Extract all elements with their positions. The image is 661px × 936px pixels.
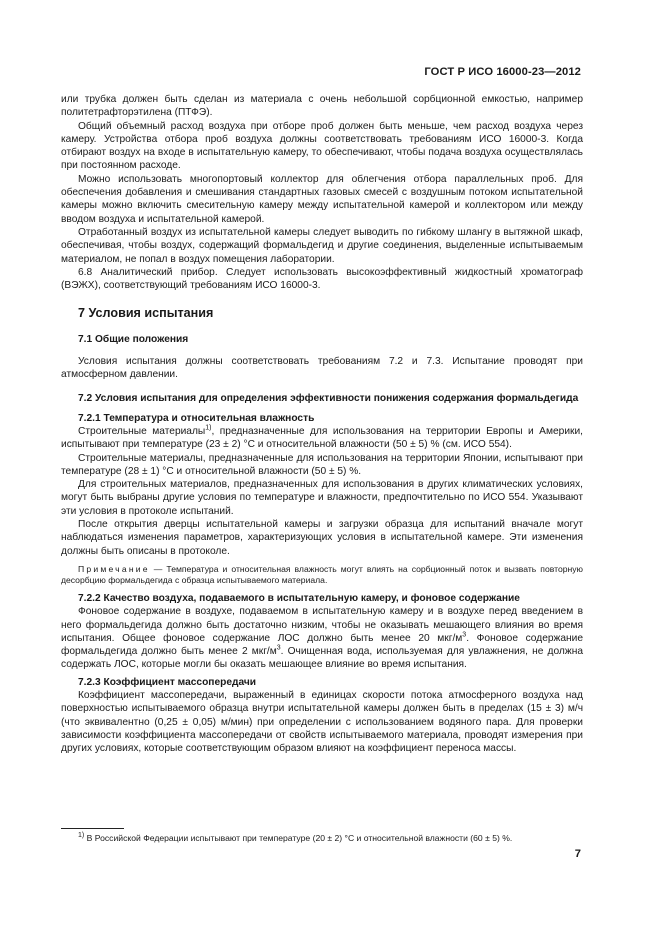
page-number: 7 xyxy=(574,848,581,860)
section-7-2-3-text: Коэффициент массопередачи, выраженный в единицах скорости потока атмосферного воздуха над поверхностью испытываемого образца внутри испытательной камеры должен быть в пределах (15 ± 3) м/ч (что эквивалентно (0,25 ± 0,05) м/мин) при определении с использованием водяного пара. Для проверки зависимости коэффициента массопередачи от свойств испытываемого материала, проводят измерения при других условиях, которые соответствующим образом влияют на коэффициент переноса массы. xyxy=(61,689,583,755)
paragraph-exhaust-air: Отработанный воздух из испытательной камеры следует выводить по гибкому шлангу в вытяжной шкаф, обеспечивая, чтобы воздух, содержащий формальдегид и другие соединения, выделенные испытываемым материалом, не попал в воздух помещения лаборатории. xyxy=(61,226,583,265)
section-7-2-2-heading: 7.2.2 Качество воздуха, подаваемого в испытательную камеру, и фоновое содержание xyxy=(78,592,520,604)
section-7-1-text: Условия испытания должны соответствовать требованиям 7.2 и 7.3. Испытание проводят при атмосферном давлении. xyxy=(61,355,583,381)
note-text: — Температура и относительная влажность могут влиять на сорбционный поток и вызвать повторную десорбцию формальдегида с образца испытываемого материала. xyxy=(61,563,583,586)
section-7-2-1-paragraph-door-opening: После открытия дверцы испытательной камеры и загрузки образца для испытаний вначале могут наблюдаться изменения параметров, характеризующих условия в испытательной камере. Эти изменения должны быть описаны в протоколе. xyxy=(61,519,583,557)
standard-code-header: ГОСТ Р ИСО 16000-23—2012 xyxy=(424,66,581,78)
superscript: 3 xyxy=(276,644,281,652)
superscript: 3 xyxy=(462,631,467,639)
section-7-2-3-heading: 7.2.3 Коэффициент массопередачи xyxy=(78,676,257,688)
section-7-2-1-paragraph-europe xyxy=(61,425,583,452)
text-fragment: . Фоновое содержание формальдегида должно быть менее 2 мкг/м xyxy=(61,632,583,658)
note-label: Примечание xyxy=(78,563,150,574)
document-body xyxy=(61,93,583,755)
paragraph-air-flow: Общий объемный расход воздуха при отборе проб должен быть меньше, чем расход воздуха через камеру. Устройства отбора проб воздуха должны соответствовать требованиям ИСО 16000-3. Когда отбирают воздух на входе в испытательную камеру, то обеспечивают, чтобы подача воздуха осуществлялась при постоянном расходе. xyxy=(61,120,583,172)
section-7-heading: 7 Условия испытания xyxy=(78,306,214,321)
footnote-mark: 1) xyxy=(78,832,85,840)
section-7-2-2-text xyxy=(61,605,583,671)
text-fragment: , предназначенные для использования на территории Европы и Америки, испытывают при температуре (23 ± 2) °С и относительной влажности (50 ± 5) % (см. ИСО 554). xyxy=(61,425,583,451)
footnote-reference: 1) xyxy=(205,424,212,432)
footnote-text: В Российской Федерации испытывают при температуре (20 ± 2) °С и относительной влажности (60 ± 5) %. xyxy=(84,833,513,843)
footnote xyxy=(61,833,583,844)
section-7-2-1-paragraph-other-climates: Для строительных материалов, предназначенных для использования в других климатических условиях, могут быть выбраны другие условия по температуре и влажности, предпочтительно по ИСО 554. Указывают эти условия в протоколе испытаний. xyxy=(61,479,583,517)
section-7-2-heading: 7.2 Условия испытания для определения эффективности понижения содержания формальдегида xyxy=(78,393,579,405)
text-fragment: Строительные материалы xyxy=(78,425,206,437)
section-7-2-1-paragraph-japan: Строительные материалы, предназначенные для использования на территории Японии, испытывают при температуре (28 ± 1) °С и относительной влажности (50 ± 5) %. xyxy=(61,452,583,477)
text-fragment: . Очищенная вода, используемая для увлажнения, не должна содержать ЛОС, которые могли бы оказать мешающее влияние во время испытания. xyxy=(61,646,583,671)
text-fragment: Фоновое содержание в воздухе, подаваемом в испытательную камеру и в воздухе перед введением в него формальдегида должно быть достаточно низким, чтобы не оказывать мешающего влияния во время испытания. Общее фоновое содержание ЛОС должно быть менее 20 мкг/м xyxy=(61,606,583,644)
note xyxy=(61,564,583,587)
paragraph-sampling-tube: или трубка должен быть сделан из материала с очень небольшой сорбционной емкостью, например политетрафторэтилена (ПТФЭ). xyxy=(61,94,583,119)
section-7-2-1-heading: 7.2.1 Температура и относительная влажность xyxy=(78,412,315,424)
footnote-divider xyxy=(61,828,124,829)
paragraph-analytical-device: 6.8 Аналитический прибор. Следует использовать высокоэффективный жидкостный хроматограф (ВЭЖХ), соответствующий требованиям ИСО 16000-3. xyxy=(61,266,583,292)
paragraph-manifold: Можно использовать многопортовый коллектор для облегчения отбора параллельных проб. Для обеспечения добавления и смешивания стандартных газовых смесей с воздушным потоком испытательной камеры можно включить смесительную камеру между испытательной камерой и коллектором или между вводом воздуха и испытательной камерой. xyxy=(61,173,583,225)
section-7-1-heading: 7.1 Общие положения xyxy=(78,334,189,346)
